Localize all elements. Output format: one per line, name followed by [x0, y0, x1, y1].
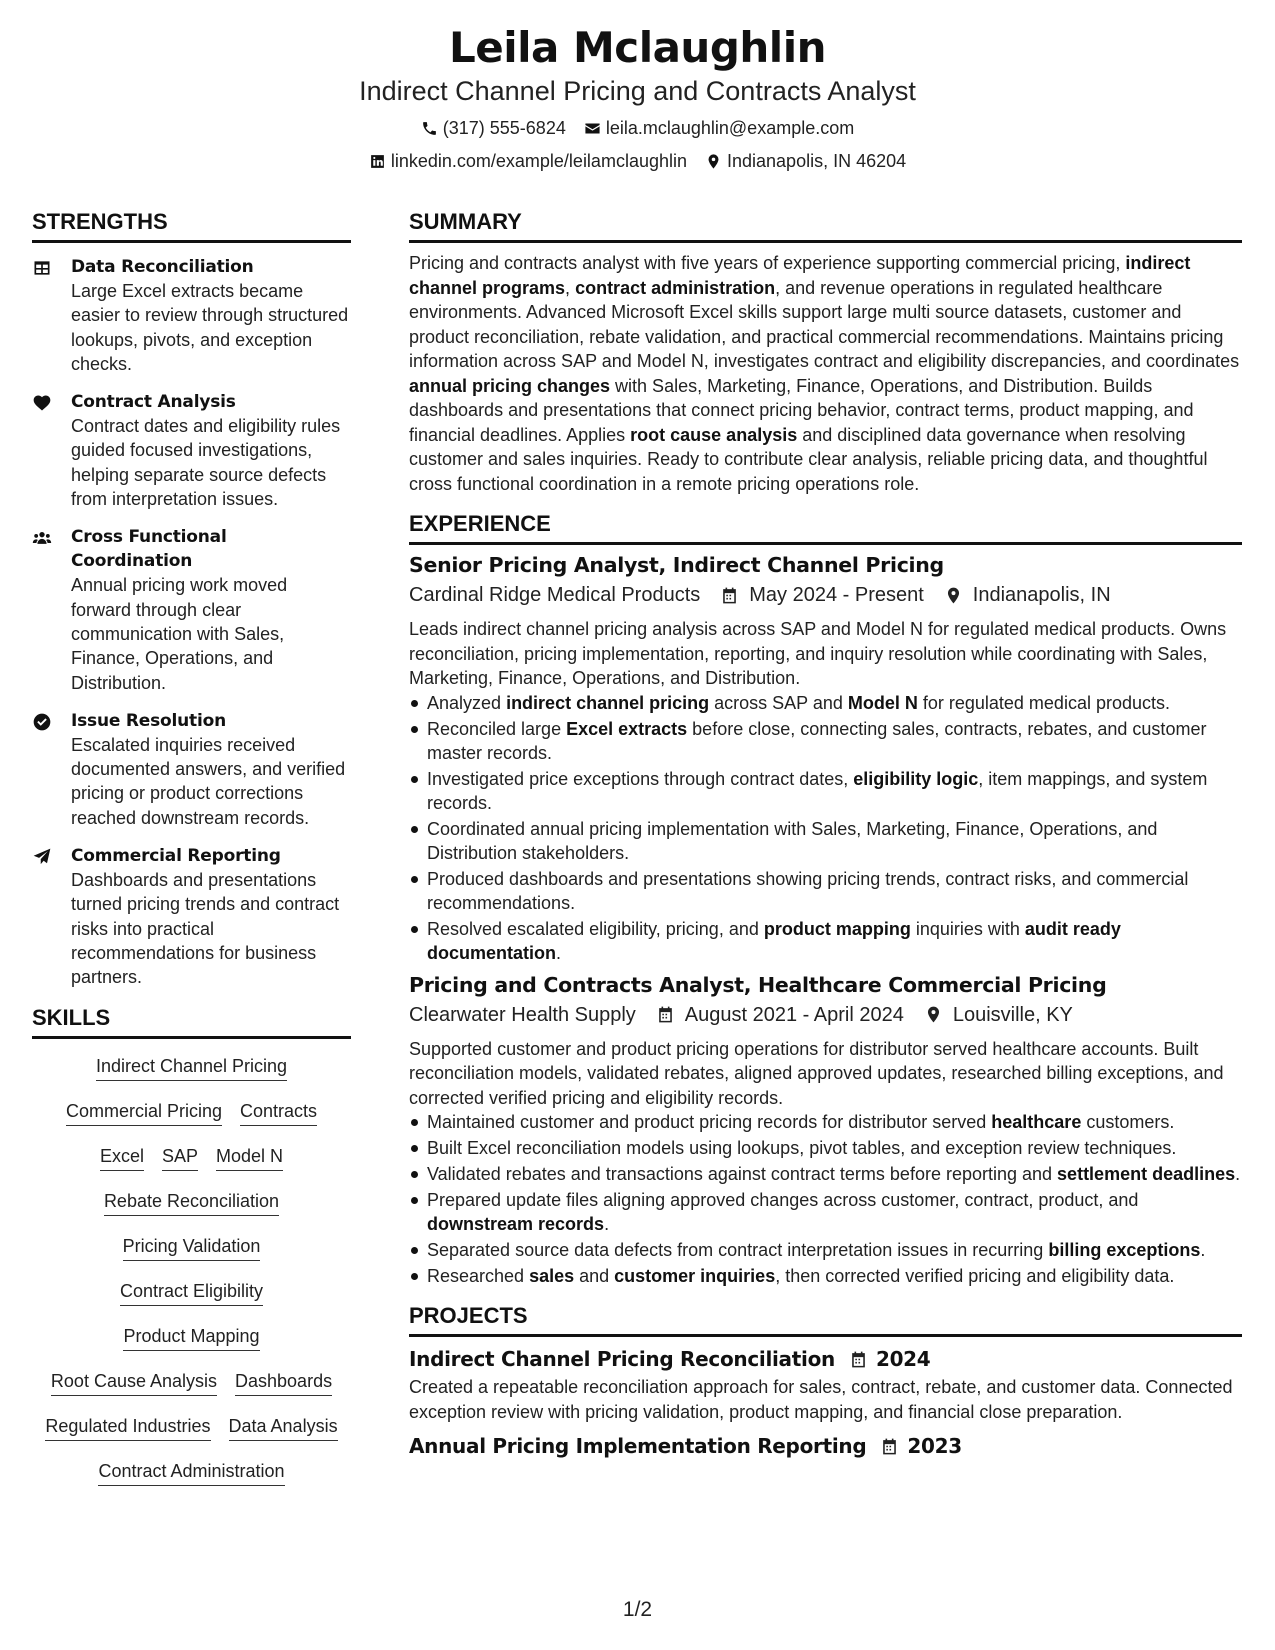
strength-title: Cross Functional Coordination: [71, 527, 227, 572]
summary-text: Pricing and contracts analyst with five years of experience supporting commercial pricing, indirect channel programs, contract administration, and revenue operations in regulated healthcare environments. Advanced Microsoft Excel skills support large multi source datasets, customer and product reconciliation, rebate validation, and practical commercial recommendations. Maintains pricing information across SAP and Model N, investigates contract and eligibility discrepancies, and coordinates annual pricing changes with Sales, Marketing, Finance, Operations, and Distribution. Builds dashboards and presentations that connect pricing behavior, contract terms, product mapping, and financial deadlines. Applies root cause analysis and disciplined data governance when resolving customer and sales inquiries. Ready to contribute clear analysis, reliable pricing data, and thoughtful cross functional coordination in a remote pricing operations role.: [409, 253, 1240, 494]
strength-desc: Annual pricing work moved forward through clear communication with Sales, Finance, Operations, and Distribution.: [71, 575, 288, 693]
project-year: 2023: [907, 1434, 962, 1458]
job-title: Senior Pricing Analyst, Indirect Channel Pricing: [409, 553, 944, 577]
job-bullet: Separated source data defects from contract interpretation issues in recurring billing exceptions.: [427, 1238, 1242, 1262]
skill-tag: Contracts: [240, 1099, 317, 1126]
strength-desc: Escalated inquiries received documented answers, and verified pricing or product corrections reached downstream records.: [71, 734, 346, 828]
project-entry: [409, 1345, 1242, 1424]
job-bullet: Built Excel reconciliation models using lookups, pivot tables, and exception review techniques.: [427, 1136, 1242, 1160]
summary-heading: SUMMARY: [409, 208, 1242, 243]
skill-row: [32, 1094, 351, 1139]
skill-row: [32, 1319, 351, 1364]
envelope-icon: [584, 120, 601, 137]
skill-row: [32, 1229, 351, 1274]
job-bullet: Resolved escalated eligibility, pricing, and product mapping inquiries with audit ready documentation.: [427, 917, 1242, 965]
skill-row: [32, 1454, 351, 1499]
job-title: Pricing and Contracts Analyst, Healthcare Commercial Pricing: [409, 972, 1107, 997]
linkedin-text[interactable]: linkedin.com/example/leilamclaughlin: [390, 151, 687, 171]
job-bullet: Researched sales and customer inquiries, then corrected verified pricing and eligibility data.: [427, 1264, 1242, 1288]
heart-icon: [32, 393, 52, 413]
job-entry: [409, 971, 1242, 1289]
strength-item: [32, 709, 351, 830]
skills-list: [32, 1049, 351, 1499]
skill-tag: Root Cause Analysis: [51, 1369, 217, 1396]
strength-title: Contract Analysis: [71, 392, 236, 413]
check-circle-icon: [32, 712, 52, 732]
project-description: Created a repeatable reconciliation approach for sales, contract, rebate, and customer data. Connected exception review with pricing validation, product mapping, and financial close preparation.: [409, 1377, 1233, 1422]
project-year: 2024: [875, 1347, 931, 1371]
projects-heading: PROJECTS: [409, 1302, 1242, 1337]
paper-plane-icon: [32, 847, 52, 867]
page-number: 1/2: [622, 1598, 653, 1621]
job-bullet: Investigated price exceptions through contract dates, eligibility logic, item mappings, and system records.: [427, 767, 1242, 815]
email-contact[interactable]: [584, 116, 854, 140]
table-icon: [32, 258, 52, 278]
job-description: Leads indirect channel pricing analysis across SAP and Model N for regulated medical products. Owns reconciliation, pricing implementation, reporting, and inquiry resolution while coordinating with Sales, Marketing, Finance, Operations, and Distribution.: [409, 619, 1227, 688]
skill-tag: Commercial Pricing: [66, 1099, 222, 1126]
calendar-icon: [656, 1005, 675, 1024]
skill-row: [32, 1364, 351, 1409]
job-location: Louisville, KY: [952, 1003, 1073, 1026]
skill-row: [32, 1409, 351, 1454]
strengths-list: [32, 255, 351, 990]
strength-item: [32, 255, 351, 376]
job-dates: May 2024 - Present: [749, 584, 924, 606]
job-bullets: [409, 1110, 1242, 1288]
strength-desc: Dashboards and presentations turned pricing trends and contract risks into practical recommendations for business partners.: [71, 870, 340, 988]
skill-row: [32, 1139, 351, 1184]
skill-tag: SAP: [162, 1144, 198, 1171]
strength-item: [32, 390, 351, 511]
strength-title: Data Reconciliation: [71, 257, 254, 277]
strength-desc: Contract dates and eligibility rules guided focused investigations, helping separate source defects from interpretation issues.: [71, 416, 341, 510]
job-bullet: Analyzed indirect channel pricing across SAP and Model N for regulated medical products.: [427, 691, 1242, 715]
resume-header: [0, 22, 1275, 173]
candidate-name: Leila Mclaughlin: [449, 23, 826, 72]
calendar-icon: [720, 586, 739, 605]
calendar-icon: [849, 1350, 868, 1369]
phone-text: (317) 555-6824: [442, 118, 566, 138]
strength-item: [32, 844, 351, 989]
job-entry: [409, 551, 1242, 965]
experience-heading: EXPERIENCE: [409, 510, 1242, 545]
skill-tag: Excel: [100, 1144, 144, 1171]
project-title: Indirect Channel Pricing Reconciliation: [409, 1347, 835, 1371]
left-column: [32, 208, 351, 1499]
job-location: Indianapolis, IN: [972, 584, 1111, 606]
job-dates: August 2021 - April 2024: [684, 1003, 904, 1026]
project-title-row: [409, 1345, 1242, 1373]
map-pin-icon: [944, 586, 963, 605]
strength-title: Commercial Reporting: [71, 846, 281, 867]
job-bullet: Maintained customer and product pricing records for distributor served healthcare customers.: [427, 1110, 1242, 1134]
location-contact: [705, 149, 906, 173]
linkedin-icon: [369, 153, 386, 170]
skill-row: [32, 1184, 351, 1229]
skill-tag: Model N: [216, 1144, 283, 1171]
skill-tag: Contract Administration: [98, 1459, 284, 1486]
strengths-heading: STRENGTHS: [32, 208, 351, 243]
map-pin-icon: [924, 1005, 943, 1024]
project-title-row: [409, 1432, 1242, 1460]
job-bullet: Reconciled large Excel extracts before close, connecting sales, contracts, rebates, and customer master records.: [427, 717, 1242, 765]
project-entry: [409, 1432, 1242, 1460]
project-title: Annual Pricing Implementation Reporting: [409, 1434, 867, 1458]
skill-tag: Rebate Reconciliation: [104, 1189, 279, 1216]
map-pin-icon: [705, 153, 722, 170]
job-company: Cardinal Ridge Medical Products: [409, 584, 701, 606]
skill-tag: Indirect Channel Pricing: [96, 1054, 287, 1081]
job-description: Supported customer and product pricing operations for distributor served healthcare accounts. Built reconciliation models, validated rebates, aligned approved updates, researched billing exceptions, and corrected verified pricing and eligibility records.: [409, 1038, 1224, 1108]
job-meta: [409, 1001, 1242, 1029]
skill-tag: Pricing Validation: [123, 1234, 261, 1261]
strength-desc: Large Excel extracts became easier to review through structured lookups, pivots, and exception checks.: [71, 281, 349, 374]
email-text[interactable]: leila.mclaughlin@example.com: [605, 118, 855, 138]
location-text: Indianapolis, IN 46204: [727, 151, 907, 171]
job-bullet: Validated rebates and transactions against contract terms before reporting and settlement deadlines.: [427, 1164, 1241, 1184]
candidate-title: Indirect Channel Pricing and Contracts Analyst: [359, 76, 916, 106]
calendar-icon: [880, 1437, 899, 1456]
job-bullets: [409, 691, 1242, 965]
job-bullet: Produced dashboards and presentations showing pricing trends, contract risks, and commercial recommendations.: [427, 867, 1242, 915]
phone-icon: [421, 120, 438, 137]
strength-title: Issue Resolution: [71, 710, 226, 731]
right-column: [409, 208, 1242, 1460]
job-meta: [409, 581, 1242, 609]
skill-tag: Dashboards: [235, 1369, 332, 1396]
skill-row: [32, 1049, 351, 1094]
linkedin-contact[interactable]: [369, 149, 687, 173]
skill-tag: Product Mapping: [123, 1324, 259, 1351]
skill-row: [32, 1274, 351, 1319]
contact-row-1: [0, 116, 1275, 140]
skill-tag: Contract Eligibility: [120, 1279, 263, 1306]
job-bullet: Prepared update files aligning approved changes across customer, contract, product, and downstream records.: [427, 1188, 1242, 1236]
skills-heading: SKILLS: [32, 1004, 351, 1039]
job-bullet: Coordinated annual pricing implementation with Sales, Marketing, Finance, Operations, and Distribution stakeholders.: [427, 817, 1242, 865]
contact-row-2: [0, 149, 1275, 173]
strength-item: [32, 525, 351, 694]
job-company: Clearwater Health Supply: [409, 1003, 636, 1026]
skill-tag: Data Analysis: [229, 1414, 338, 1441]
phone-contact: [421, 116, 566, 140]
skill-tag: Regulated Industries: [45, 1414, 210, 1441]
users-icon: [32, 528, 52, 548]
